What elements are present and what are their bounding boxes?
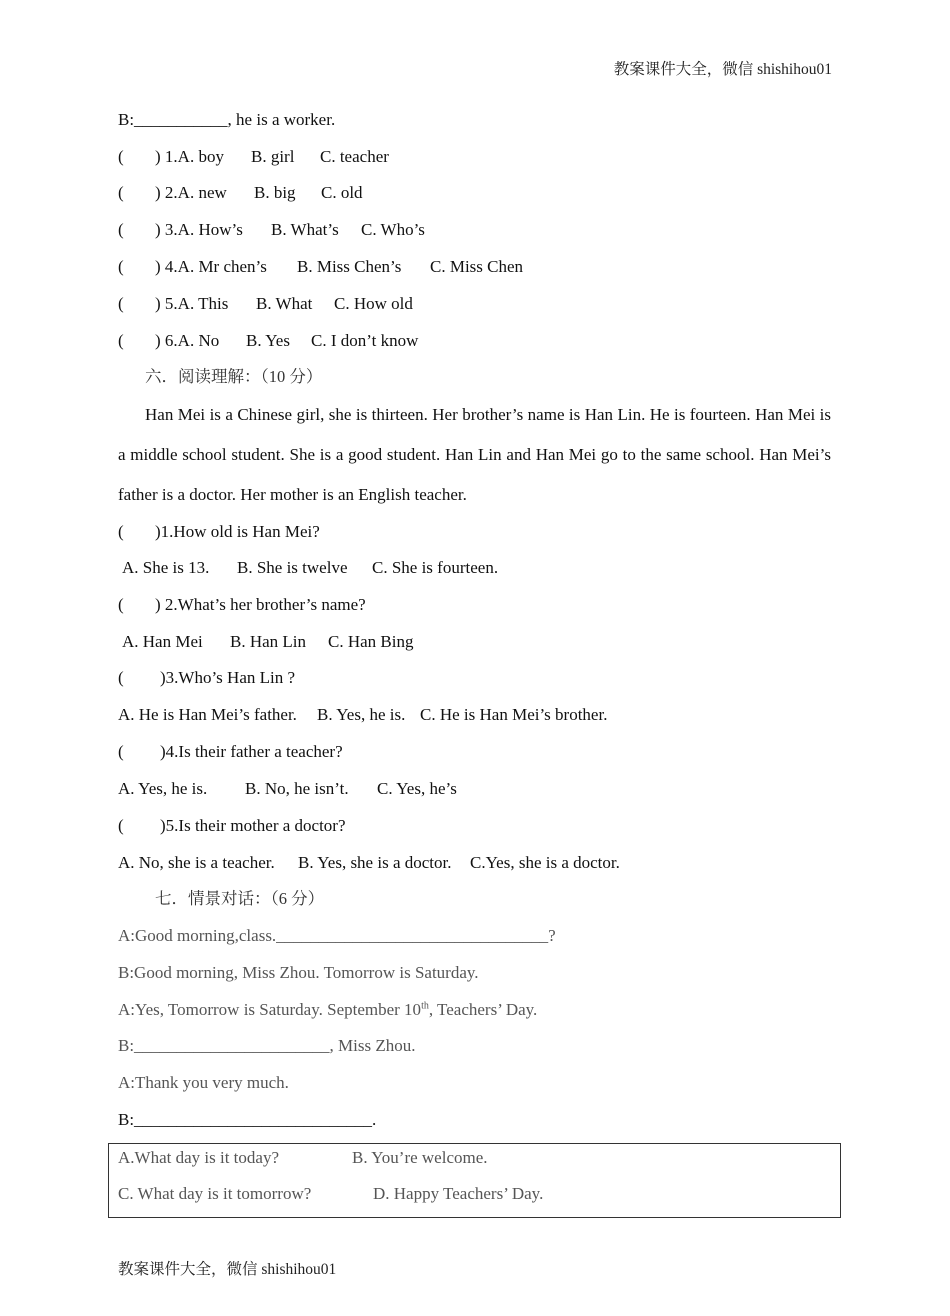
question-option-a: ) 2.A. new [155,183,227,202]
answer-paren: ( [118,257,124,276]
ordinal-suffix: th [421,1000,429,1012]
section-7-title: 七．情景对话：（6 分） [155,889,325,908]
question-option-c: C. teacher [320,147,389,166]
option-b: B. Yes, she is a doctor. [298,853,452,872]
dialogue-line: B:Good morning, Miss Zhou. Tomorrow is Saturday. [118,963,479,982]
question-text: )5.Is their mother a doctor? [160,816,346,835]
box-option-d: D. Happy Teachers’ Day. [373,1184,544,1203]
question-option-b: B. Miss Chen’s [297,257,402,276]
option-c: C. He is Han Mei’s brother. [420,705,608,724]
question-text: ) 2.What’s her brother’s name? [155,595,366,614]
question-option-a: ) 6.A. No [155,331,220,350]
option-b: B. Yes, he is. [317,705,406,724]
option-c: C. Yes, he’s [377,779,457,798]
answer-paren: ( [118,668,124,687]
question-text: )4.Is their father a teacher? [160,742,343,761]
option-c: C. She is fourteen. [372,558,499,577]
answer-paren: ( [118,816,124,835]
option-b: B. No, he isn’t. [245,779,349,798]
dialogue-line: A:Thank you very much. [118,1073,289,1092]
answer-paren: ( [118,331,124,350]
page-footer: 教案课件大全，微信 shishihou01 [118,1261,337,1278]
answer-paren: ( [118,522,124,541]
option-a: A. She is 13. [122,558,210,577]
option-a: A. Yes, he is. [118,779,208,798]
box-option-b: B. You’re welcome. [352,1148,488,1167]
question-text: )1.How old is Han Mei? [155,522,320,541]
dialogue-line: B:_______________________, Miss Zhou. [118,1036,416,1055]
option-c: C.Yes, she is a doctor. [470,853,620,872]
question-option-c: C. Who’s [361,220,425,239]
question-option-b: B. girl [251,147,295,166]
dialogue-line: B:____________________________. [118,1110,377,1129]
question-text: )3.Who’s Han Lin ? [160,668,296,687]
answer-paren: ( [118,220,124,239]
dialogue-line [118,999,537,1021]
section-6-title: 六．阅读理解：（10 分） [145,367,323,386]
answer-paren: ( [118,742,124,761]
question-option-b: B. What’s [271,220,339,239]
page-header: 教案课件大全，微信 shishihou01 [613,61,832,78]
question-option-b: B. Yes [246,331,290,350]
answer-paren: ( [118,147,124,166]
question-option-a: ) 5.A. This [155,294,229,313]
answer-paren: ( [118,183,124,202]
dialogue-text: A:Yes, Tomorrow is Saturday. September 10 [118,1000,422,1019]
question-option-c: C. Miss Chen [430,257,524,276]
question-option-a: ) 1.A. boy [155,147,224,166]
question-option-b: B. big [254,183,296,202]
question-option-c: C. I don’t know [311,331,419,350]
option-c: C. Han Bing [328,632,414,651]
box-option-c: C. What day is it tomorrow? [118,1184,312,1203]
question-option-a: ) 3.A. How’s [155,220,243,239]
question-option-a: ) 4.A. Mr chen’s [155,257,267,276]
dialogue-line: A:Good morning,class.________________________________? [118,926,556,945]
dialogue-text: , Teachers’ Day. [428,1000,538,1019]
box-option-a: A.What day is it today? [118,1148,279,1167]
reading-passage: Han Mei is a Chinese girl, she is thirteen. Her brother’s name is Han Lin. He is fourteen. Han Mei is a middle school student. She is a good student. Han Lin and Han Mei go to the same school. Han Mei’s father is a doctor. Her mother is an English teacher. [118,405,831,504]
option-b: B. She is twelve [237,558,348,577]
option-a: A. Han Mei [122,632,203,651]
question-option-c: C. old [321,183,363,202]
question-option-b: B. What [256,294,313,313]
question-option-c: C. How old [334,294,413,313]
intro-line: B:___________, he is a worker. [118,110,336,129]
option-a: A. He is Han Mei’s father. [118,705,297,724]
option-a: A. No, she is a teacher. [118,853,275,872]
answer-paren: ( [118,595,124,614]
answer-paren: ( [118,294,124,313]
option-b: B. Han Lin [230,632,307,651]
